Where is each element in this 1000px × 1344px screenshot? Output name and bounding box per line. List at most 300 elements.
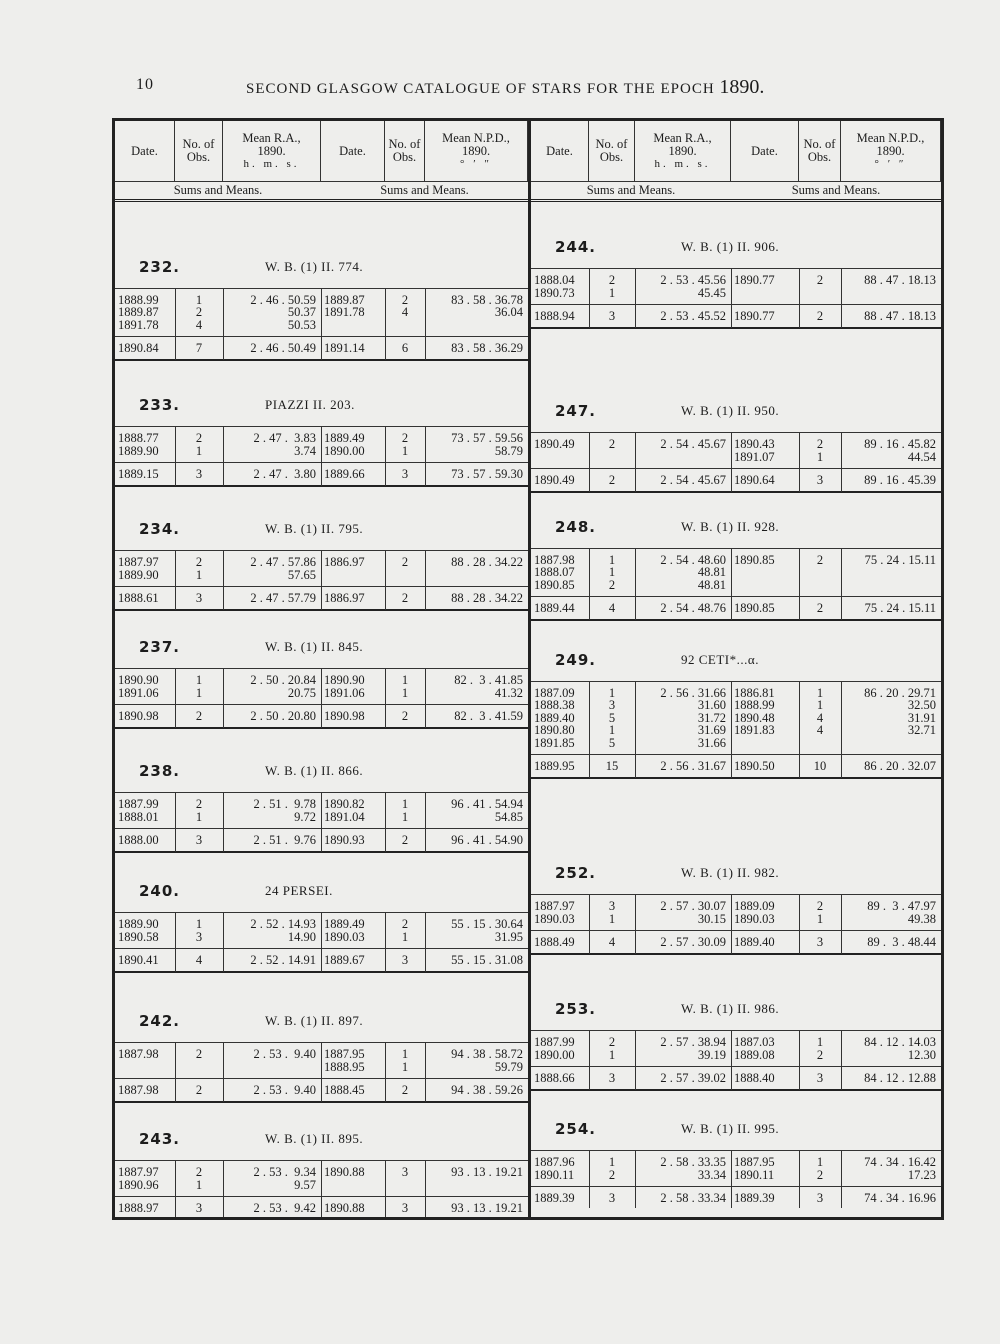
star-number: 237. <box>139 638 181 656</box>
mean-npd-obs: 3 <box>816 1191 824 1205</box>
mean-npd-obs: 2 <box>401 591 409 605</box>
ra-date: 1888.07 <box>534 565 575 579</box>
header-ra <box>635 121 731 181</box>
right-column-header <box>531 121 941 202</box>
npd-value: 49.38 <box>907 911 936 926</box>
ra-date: 1888.77 <box>118 431 159 445</box>
mean-ra-date: 1888.00 <box>118 833 159 847</box>
npd-obs: 1 <box>816 911 824 926</box>
star-entry-title <box>115 396 528 416</box>
mean-npd-value: 75 . 24 . 15.11 <box>864 601 936 615</box>
ra-date: 1890.11 <box>534 1167 575 1182</box>
npd-obs: 1 <box>816 449 824 464</box>
star-entry <box>531 327 941 493</box>
mean-ra-value: 2 . 54 . 45.67 <box>660 473 726 487</box>
npd-value: 54.85 <box>494 809 523 824</box>
ra-obs: 2 <box>195 1047 203 1061</box>
ra-obs: 2 <box>608 1167 616 1182</box>
npd-obs: 2 <box>816 273 824 287</box>
ra-date: 1890.73 <box>534 285 575 300</box>
mean-ra-date: 1890.41 <box>118 953 159 967</box>
header-line: Date. <box>339 143 366 158</box>
mean-ra-value: 2 . 54 . 48.76 <box>660 601 726 615</box>
mean-ra-date: 1888.49 <box>534 935 575 949</box>
star-entry-title <box>115 638 528 658</box>
mean-ra-obs: 3 <box>608 309 616 323</box>
mean-npd-value: 73 . 57 . 59.30 <box>451 467 523 481</box>
npd-date: 1890.03 <box>324 929 365 944</box>
ra-obs: 1 <box>195 917 203 931</box>
ra-date: 1890.80 <box>534 723 575 737</box>
npd-value: 83 . 58 . 36.78 <box>451 292 523 307</box>
mean-ra-value: 2 . 53 . 9.40 <box>253 1083 316 1097</box>
header-date <box>115 121 175 181</box>
npd-obs: 1 <box>401 809 409 824</box>
npd-value: 89 . 16 . 45.82 <box>864 437 936 451</box>
npd-value: 55 . 15 . 30.64 <box>451 917 523 931</box>
mean-npd-date: 1889.40 <box>734 935 775 949</box>
star-designation: W. B. (1) II. 897. <box>265 1013 364 1028</box>
ra-obs: 2 <box>195 431 203 445</box>
npd-value: 31.91 <box>907 710 936 725</box>
npd-date: 1890.48 <box>734 710 775 725</box>
npd-date: 1889.09 <box>734 899 775 913</box>
observation-rows <box>531 1030 941 1090</box>
ra-obs: 3 <box>608 899 616 913</box>
sums-and-means-row <box>531 1066 941 1089</box>
npd-obs: 2 <box>816 1047 824 1062</box>
star-designation: W. B. (1) II. 866. <box>265 763 364 778</box>
star-number: 253. <box>555 1000 597 1018</box>
star-designation: W. B. (1) II. 928. <box>681 518 780 534</box>
mean-ra-obs: 2 <box>195 1083 203 1097</box>
ra-value: 31.66 <box>697 735 726 750</box>
header-line: Obs. <box>392 150 417 164</box>
mean-npd-obs: 3 <box>401 953 409 967</box>
mean-npd-value: 96 . 41 . 54.90 <box>451 833 523 847</box>
npd-date: 1891.07 <box>734 449 775 464</box>
star-designation: PIAZZI II. 203. <box>265 397 355 412</box>
ra-obs: 5 <box>608 735 616 750</box>
npd-date: 1890.77 <box>734 273 775 287</box>
sums-and-means-row <box>531 754 941 777</box>
header-line: 1890. <box>668 143 697 158</box>
mean-npd-value: 74 . 34 . 16.96 <box>864 1191 936 1205</box>
header-line: h. m. s. <box>243 157 300 170</box>
header-ra <box>223 121 321 181</box>
mean-npd-date: 1889.39 <box>734 1191 775 1205</box>
sums-and-means-row <box>531 930 941 953</box>
mean-npd-value: 55 . 15 . 31.08 <box>451 953 523 967</box>
star-entry-title <box>115 258 528 278</box>
mean-npd-date: 1891.14 <box>324 341 365 355</box>
ra-obs: 5 <box>608 710 616 725</box>
ra-value: 48.81 <box>697 577 726 592</box>
mean-npd-date: 1890.64 <box>734 473 775 487</box>
mean-npd-date: 1890.98 <box>324 709 365 723</box>
star-number: 233. <box>139 396 181 414</box>
star-entry-title <box>531 518 941 538</box>
ra-value: 2 . 46 . 50.59 <box>250 292 316 307</box>
ra-value: 31.60 <box>697 698 726 712</box>
star-number: 243. <box>139 1130 181 1148</box>
mean-npd-date: 1890.93 <box>324 833 365 847</box>
npd-value: 41.32 <box>494 685 523 700</box>
star-designation: W. B. (1) II. 950. <box>681 403 780 418</box>
mean-ra-value: 2 . 57 . 30.09 <box>660 935 726 949</box>
header-line: Mean N.P.D., <box>442 130 510 145</box>
mean-ra-date: 1888.94 <box>534 309 575 323</box>
header-line: ° ′ ″ <box>874 157 907 170</box>
ra-date: 1891.85 <box>534 735 575 750</box>
mean-ra-obs: 15 <box>605 759 619 773</box>
ra-date: 1890.58 <box>118 929 159 944</box>
star-entry <box>531 619 941 779</box>
star-entry-title <box>115 1130 528 1150</box>
mean-ra-obs: 2 <box>195 709 203 723</box>
star-designation: 24 PERSEI. <box>265 883 333 898</box>
npd-value: 59.79 <box>494 1059 523 1074</box>
mean-npd-date: 1890.88 <box>324 1201 365 1215</box>
header-line: 1890. <box>876 143 905 158</box>
ra-date: 1887.09 <box>534 685 575 700</box>
observation-rows <box>115 912 528 972</box>
npd-obs: 4 <box>816 723 824 737</box>
npd-date: 1890.85 <box>734 552 775 567</box>
left-column-header <box>115 121 528 202</box>
mean-npd-obs: 10 <box>813 759 827 773</box>
ra-value: 14.90 <box>287 929 316 944</box>
ra-obs: 1 <box>608 1047 616 1062</box>
ra-date: 1889.90 <box>118 567 159 582</box>
npd-date: 1890.03 <box>734 911 775 926</box>
ra-value: 2 . 56 . 31.66 <box>660 685 726 700</box>
npd-obs: 1 <box>816 1155 824 1169</box>
npd-date: 1889.08 <box>734 1047 775 1062</box>
ra-date: 1888.04 <box>534 273 575 287</box>
npd-obs: 1 <box>401 1047 409 1061</box>
ra-value: 2 . 53 . 9.34 <box>253 1165 316 1179</box>
mean-ra-date: 1888.61 <box>118 591 159 605</box>
npd-obs: 4 <box>401 305 409 319</box>
npd-date: 1886.97 <box>324 555 365 569</box>
ra-obs: 1 <box>195 673 203 687</box>
npd-date: 1891.78 <box>324 305 365 319</box>
mean-ra-obs: 4 <box>195 953 203 967</box>
npd-date: 1890.43 <box>734 437 775 451</box>
star-designation: 92 CETI*...α. <box>681 651 759 667</box>
header-obs <box>589 121 635 181</box>
mean-npd-obs: 2 <box>401 709 409 723</box>
star-designation: W. B. (1) II. 906. <box>681 239 780 254</box>
npd-date: 1887.03 <box>734 1035 775 1049</box>
ra-value: 2 . 58 . 33.35 <box>660 1155 726 1169</box>
ra-obs: 2 <box>195 1165 203 1179</box>
ra-date: 1890.03 <box>534 911 575 926</box>
ra-obs: 1 <box>608 1155 616 1169</box>
npd-date: 1890.90 <box>324 673 365 687</box>
ra-value: 2 . 57 . 30.07 <box>660 899 726 913</box>
observation-rows <box>115 1042 528 1102</box>
ra-date: 1890.90 <box>118 673 159 687</box>
npd-value: 17.23 <box>907 1167 936 1182</box>
npd-date: 1888.99 <box>734 698 775 712</box>
star-designation: W. B. (1) II. 982. <box>681 865 780 880</box>
mean-ra-date: 1890.84 <box>118 341 159 355</box>
star-entry <box>115 851 528 973</box>
star-number: 249. <box>555 650 597 669</box>
ra-date: 1887.99 <box>534 1035 575 1049</box>
npd-date: 1889.87 <box>324 292 365 307</box>
sums-and-means-row <box>531 304 941 327</box>
mean-ra-obs: 4 <box>608 935 616 949</box>
mean-npd-value: 88 . 47 . 18.13 <box>864 309 936 323</box>
header-line: No. of <box>595 137 628 151</box>
npd-value: 88 . 47 . 18.13 <box>864 273 936 287</box>
page-number: 10 <box>136 76 154 93</box>
npd-obs: 1 <box>401 673 409 687</box>
star-entry <box>115 609 528 729</box>
mean-ra-value: 2 . 51 . 9.76 <box>253 833 316 847</box>
ra-value: 39.19 <box>697 1047 726 1062</box>
observation-rows <box>115 668 528 728</box>
mean-ra-value: 2 . 50 . 20.80 <box>250 709 316 723</box>
npd-obs: 1 <box>816 685 824 700</box>
running-title-text: SECOND GLASGOW CATALOGUE OF STARS FOR THE EPOCH <box>246 81 715 97</box>
npd-obs: 1 <box>401 685 409 700</box>
ra-obs: 1 <box>608 552 616 567</box>
mean-npd-date: 1889.66 <box>324 467 365 481</box>
mean-ra-date: 1890.98 <box>118 709 159 723</box>
sums-and-means-row <box>115 1078 528 1101</box>
star-designation: W. B. (1) II. 995. <box>681 1121 780 1136</box>
observation-rows <box>115 792 528 852</box>
star-designation: W. B. (1) II. 795. <box>265 521 364 536</box>
ra-value: 30.15 <box>697 911 726 926</box>
star-entry-title <box>531 402 941 422</box>
ra-obs: 1 <box>195 685 203 700</box>
sums-and-means-row <box>115 948 528 971</box>
mean-ra-value: 2 . 47 . 57.79 <box>250 591 316 605</box>
mean-ra-value: 2 . 53 . 45.52 <box>660 309 726 323</box>
ra-value: 31.69 <box>697 723 726 737</box>
npd-obs: 1 <box>401 1059 409 1074</box>
ra-obs: 3 <box>608 698 616 712</box>
running-title <box>246 76 764 99</box>
ra-value: 2 . 57 . 38.94 <box>660 1035 726 1049</box>
npd-date: 1890.11 <box>734 1167 775 1182</box>
observation-rows <box>115 1160 528 1217</box>
ra-date: 1890.96 <box>118 1177 159 1192</box>
mean-ra-date: 1890.49 <box>534 473 575 487</box>
header-line: Mean R.A., <box>242 130 301 145</box>
sums-and-means-row <box>115 828 528 851</box>
ra-date: 1887.97 <box>118 1165 159 1179</box>
ra-obs: 2 <box>608 273 616 287</box>
mean-npd-obs: 3 <box>816 1071 824 1085</box>
ra-date: 1887.96 <box>534 1155 575 1169</box>
npd-date: 1887.95 <box>734 1155 775 1169</box>
mean-ra-date: 1887.98 <box>118 1083 159 1097</box>
mean-npd-value: 89 . 3 . 48.44 <box>867 935 936 949</box>
npd-value: 93 . 13 . 19.21 <box>451 1165 523 1179</box>
ra-obs: 1 <box>608 285 616 300</box>
mean-npd-value: 93 . 13 . 19.21 <box>451 1201 523 1215</box>
mean-ra-date: 1889.44 <box>534 601 575 615</box>
mean-ra-value: 2 . 58 . 33.34 <box>660 1191 726 1205</box>
mean-npd-obs: 3 <box>816 473 824 487</box>
npd-value: 73 . 57 . 59.56 <box>451 431 523 445</box>
ra-value: 2 . 47 . 57.86 <box>250 555 316 569</box>
star-entry <box>531 953 941 1091</box>
ra-value: 2 . 51 . 9.78 <box>253 797 316 811</box>
ra-date: 1890.49 <box>534 437 575 451</box>
page-header <box>136 76 836 102</box>
star-entry-title <box>115 882 528 902</box>
sums-and-means-label: Sums and Means. <box>321 181 528 198</box>
mean-ra-value: 2 . 53 . 9.42 <box>253 1201 316 1215</box>
star-number: 248. <box>555 517 597 536</box>
mean-npd-date: 1890.85 <box>734 601 775 615</box>
npd-value: 89 . 3 . 47.97 <box>867 899 936 913</box>
star-entry <box>531 777 941 955</box>
ra-value: 2 . 54 . 45.67 <box>660 437 726 451</box>
mean-ra-date: 1889.39 <box>534 1191 575 1205</box>
npd-date: 1891.04 <box>324 809 365 824</box>
mean-ra-obs: 3 <box>195 591 203 605</box>
sums-and-means-row <box>115 1196 528 1217</box>
ra-date: 1888.99 <box>118 292 159 307</box>
ra-obs: 1 <box>195 567 203 582</box>
npd-date: 1886.81 <box>734 685 775 700</box>
header-obs2 <box>799 121 841 181</box>
sums-and-means-label: Sums and Means. <box>731 181 941 198</box>
npd-date: 1891.06 <box>324 685 365 700</box>
mean-ra-date: 1888.66 <box>534 1071 575 1085</box>
star-number: 238. <box>139 762 181 780</box>
star-entry-title <box>115 1012 528 1032</box>
header-line: Date. <box>751 143 778 158</box>
star-entry-title <box>531 238 941 258</box>
star-designation: W. B. (1) II. 845. <box>265 639 364 654</box>
ra-date: 1887.98 <box>118 1047 159 1061</box>
npd-date: 1888.95 <box>324 1059 365 1074</box>
star-number: 244. <box>555 238 597 256</box>
mean-npd-obs: 2 <box>401 833 409 847</box>
npd-value: 12.30 <box>907 1047 936 1062</box>
star-designation: W. B. (1) II. 774. <box>265 258 364 274</box>
mean-npd-date: 1889.67 <box>324 953 365 967</box>
npd-value: 36.04 <box>494 305 523 319</box>
mean-npd-value: 94 . 38 . 59.26 <box>451 1083 523 1097</box>
npd-obs: 4 <box>816 710 824 725</box>
mean-npd-date: 1890.50 <box>734 759 775 773</box>
observation-rows <box>531 432 941 492</box>
mean-npd-date: 1888.45 <box>324 1083 365 1097</box>
header-line: ° ′ ″ <box>460 157 492 170</box>
ra-date: 1888.38 <box>534 698 575 712</box>
header-date2 <box>731 121 799 181</box>
ra-date: 1891.78 <box>118 317 159 332</box>
npd-value: 58.79 <box>494 443 523 458</box>
ra-date: 1889.40 <box>534 710 575 725</box>
star-entry-title <box>531 651 941 671</box>
header-obs2 <box>385 121 425 181</box>
ra-value: 2 . 53 . 45.56 <box>660 273 726 287</box>
mean-ra-obs: 4 <box>608 601 616 615</box>
ra-value: 2 . 52 . 14.93 <box>250 917 316 931</box>
star-number: 242. <box>139 1012 181 1030</box>
star-designation: W. B. (1) II. 986. <box>681 1001 780 1016</box>
star-number: 252. <box>555 864 597 882</box>
sums-and-means-row <box>531 596 941 619</box>
mean-ra-value: 2 . 47 . 3.80 <box>253 467 316 481</box>
npd-obs: 1 <box>401 797 409 811</box>
npd-date: 1890.00 <box>324 443 365 458</box>
ra-value: 2 . 47 . 3.83 <box>253 431 316 445</box>
star-entry <box>115 727 528 853</box>
npd-date: 1889.49 <box>324 917 365 931</box>
header-line: No. of <box>388 137 421 151</box>
header-line: 1890. <box>461 143 491 158</box>
mean-npd-obs: 2 <box>816 601 824 615</box>
npd-obs: 2 <box>401 292 409 307</box>
npd-value: 32.50 <box>907 698 936 712</box>
star-entry <box>531 491 941 621</box>
star-entry-title <box>531 1000 941 1020</box>
ra-date: 1889.87 <box>118 305 159 319</box>
mean-ra-obs: 3 <box>195 467 203 481</box>
npd-value: 74 . 34 . 16.42 <box>864 1155 936 1169</box>
ra-date: 1889.90 <box>118 917 159 931</box>
mean-ra-date: 1888.97 <box>118 1201 159 1215</box>
ra-obs: 2 <box>608 437 616 451</box>
npd-obs: 1 <box>816 698 824 712</box>
npd-value: 82 . 3 . 41.85 <box>454 673 523 687</box>
mean-ra-obs: 3 <box>195 833 203 847</box>
ra-value: 3.74 <box>294 443 316 458</box>
star-entry-title <box>531 864 941 884</box>
star-entry-title <box>531 1120 941 1140</box>
observation-rows <box>115 288 528 361</box>
ra-value: 9.72 <box>294 809 316 824</box>
mean-npd-value: 88 . 28 . 34.22 <box>451 591 523 605</box>
star-entry <box>115 359 528 487</box>
npd-value: 75 . 24 . 15.11 <box>864 552 936 567</box>
sums-and-means-row <box>115 462 528 485</box>
npd-value: 86 . 20 . 29.71 <box>864 685 936 700</box>
ra-obs: 1 <box>195 443 203 458</box>
observation-rows <box>531 548 941 621</box>
ra-value: 48.81 <box>697 565 726 579</box>
npd-date: 1889.49 <box>324 431 365 445</box>
star-entry <box>115 1101 528 1217</box>
ra-value: 50.53 <box>287 317 316 332</box>
mean-npd-value: 89 . 16 . 45.39 <box>864 473 936 487</box>
npd-obs: 1 <box>401 443 409 458</box>
sums-and-means-row <box>531 1186 941 1209</box>
ra-value: 33.34 <box>697 1167 726 1182</box>
npd-value: 32.71 <box>907 723 936 737</box>
ra-date: 1887.97 <box>118 555 159 569</box>
ra-obs: 1 <box>608 723 616 737</box>
star-number: 240. <box>139 882 181 900</box>
star-entry-title <box>115 762 528 782</box>
npd-obs: 2 <box>816 552 824 567</box>
ra-value: 57.65 <box>287 567 316 582</box>
observation-rows <box>531 681 941 779</box>
npd-obs: 2 <box>816 899 824 913</box>
